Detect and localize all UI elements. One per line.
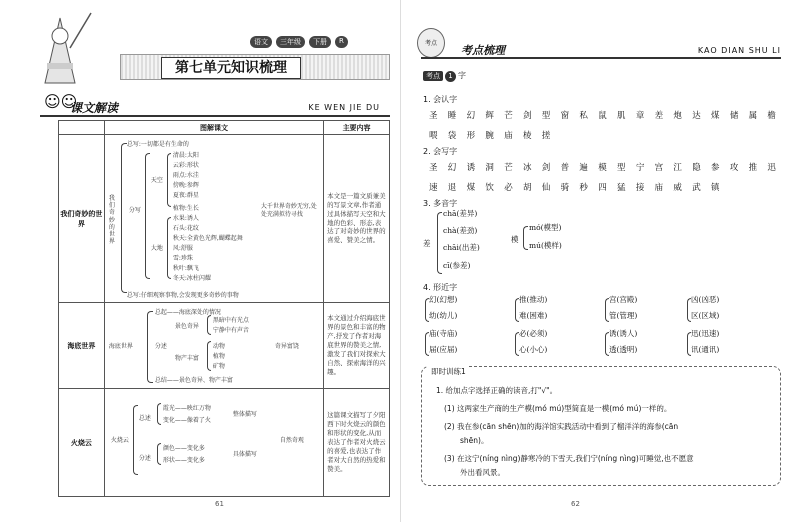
mindmap-node: 景色奇异 bbox=[174, 323, 199, 330]
mindmap-node: 水果:诱人 bbox=[172, 215, 199, 222]
mindmap-node: 植物:生长 bbox=[172, 205, 199, 212]
subsection-title: 2. 会写字 bbox=[423, 147, 458, 156]
badge-grade: 三年级 bbox=[276, 36, 305, 48]
table-header-content: 主要内容 bbox=[324, 121, 390, 135]
table-header-topic bbox=[59, 121, 105, 135]
mindmap-node: 分述 bbox=[154, 343, 167, 350]
row-content: 本文是一篇文质兼美的写景文章,作者通过具体描写天空和大地的色彩、形态,表达了对奇妙的世界的喜爱、赞美之情。 bbox=[324, 135, 390, 303]
polyphone-reading: chā(差异) bbox=[443, 209, 478, 218]
badge-volume: 下册 bbox=[309, 36, 331, 48]
table-row bbox=[59, 303, 390, 389]
polyphone-char: 模 bbox=[511, 235, 519, 244]
mindmap-node: 分述 bbox=[138, 455, 151, 462]
tag-label: 考点 bbox=[423, 71, 443, 81]
kids-icon: ☺☺ bbox=[44, 92, 78, 111]
similar-pair: 诱(诱人) 透(透明) bbox=[609, 328, 637, 360]
char-list bbox=[429, 106, 789, 146]
polyphone-reading: mó(模型) bbox=[529, 223, 562, 232]
topic-tag bbox=[423, 70, 466, 82]
lesson-table bbox=[58, 120, 390, 497]
mindmap-node: 秋叶:飘飞 bbox=[172, 265, 199, 272]
char-line: 圣 幻 诱 洞 芒 冰 剑 普 遍 模 型 宁 宫 江 隐 参 攻 推 迅 bbox=[429, 163, 780, 173]
mindmap-node: 总写:仔细观察事物,会发现更多奇妙的事物 bbox=[126, 292, 239, 299]
mindmap-node: 大地 bbox=[150, 245, 163, 252]
grade-badges bbox=[250, 36, 348, 48]
similar-pair: 推(推动) 难(困难) bbox=[519, 294, 547, 326]
exercise-line: shēn)。 bbox=[460, 436, 489, 445]
exercise-line: (3) 在这宁(níng nìng)静寒冷的下雪天,我们宁(níng nìng)可睡觉,也不愿意 bbox=[444, 454, 694, 463]
mindmap-node: 宁静中有声音 bbox=[212, 327, 249, 334]
mindmap-node: 秋天:全黄色光辉,蝴蝶起舞 bbox=[172, 235, 243, 242]
row-topic: 火烧云 bbox=[59, 389, 105, 497]
mindmap-root: 火烧云 bbox=[110, 437, 129, 444]
char-line: 喂 袋 形 腕 庙 棱 搓 bbox=[429, 131, 555, 141]
mindmap-node: 总起——海底深处的情况 bbox=[154, 309, 221, 316]
polyphone-reading: chāi(出差) bbox=[443, 243, 480, 252]
section-header bbox=[421, 45, 781, 59]
char-line: 圣 睡 幻 辉 芒 剑 型 窗 私 鼠 肌 章 差 炮 达 煤 储 属 檐 bbox=[429, 111, 780, 121]
mindmap-node: 霞光——映红万物 bbox=[162, 405, 211, 412]
mindmap-node: 傍晚:参辉 bbox=[172, 182, 199, 189]
subsection-title: 1. 会认字 bbox=[423, 95, 458, 104]
polyphone-reading: cī(参差) bbox=[443, 261, 471, 270]
mindmap-node: 夏夜:群星 bbox=[172, 192, 199, 199]
mindmap-node: 植物 bbox=[212, 353, 225, 360]
exercise-box bbox=[421, 366, 781, 486]
polyphone-reading: mú(模样) bbox=[529, 241, 562, 250]
mindmap-node: 物产丰富 bbox=[174, 355, 199, 362]
mindmap-node: 清晨:太阳 bbox=[172, 152, 199, 159]
badge-edition: R bbox=[335, 36, 348, 48]
table-row bbox=[59, 135, 390, 303]
char-line: 速 退 煤 饮 必 胡 仙 骑 秒 四 猛 接 庙 威 武 镇 bbox=[429, 183, 724, 193]
row-topic: 我们奇妙的世界 bbox=[59, 135, 105, 303]
subsection-title: 4. 形近字 bbox=[423, 283, 458, 292]
table-row bbox=[59, 389, 390, 497]
unit-title: 第七单元知识梳理 bbox=[161, 57, 301, 79]
mindmap-node: 具体描写 bbox=[232, 451, 257, 458]
table-header-diagram: 图解课文 bbox=[104, 121, 323, 135]
char-list bbox=[429, 158, 789, 198]
mindmap-node: 形状——变化多 bbox=[162, 457, 205, 464]
mindmap-node: 分写 bbox=[128, 207, 141, 214]
mindmap-node: 天空 bbox=[150, 177, 163, 184]
exercise-line: 1. 给加点字选择正确的读音,打"√"。 bbox=[436, 386, 558, 395]
polyphone-char: 差 bbox=[423, 239, 431, 248]
mindmap-side-note: 奇异富饶 bbox=[274, 343, 299, 350]
mindmap-node: 云彩:形状 bbox=[172, 162, 199, 169]
similar-pair: 凶(凶恶) 区(区域) bbox=[691, 294, 719, 326]
right-page bbox=[400, 0, 800, 522]
mindmap-node: 石头:花纹 bbox=[172, 225, 199, 232]
section-title: 考点梳理 bbox=[461, 44, 505, 57]
row-content: 本文通过介绍海底世界的景色和丰富的物产,抒发了作者对海底世界的赞美之情,激发了我们对探索大自然、探索海洋的兴趣。 bbox=[324, 303, 390, 389]
mindmap-node: 雪:珍珠 bbox=[172, 255, 193, 262]
exercise-line: (1) 这两家生产商的生产模(mó mú)型简直是一模(mó mú)一样的。 bbox=[444, 404, 672, 413]
mindmap bbox=[104, 135, 323, 303]
similar-pair: 庙(寺庙) 届(应届) bbox=[429, 328, 457, 360]
kaodian-icon: 考点 bbox=[417, 28, 445, 58]
similar-pair: 幻(幻想) 幼(幼儿) bbox=[429, 294, 457, 326]
mindmap-node: 黑暗中有光点 bbox=[212, 317, 249, 324]
mindmap-node: 总结——景色奇异、物产丰富 bbox=[154, 377, 233, 384]
tag-text: 字 bbox=[458, 71, 466, 80]
mascot-illustration bbox=[25, 8, 95, 88]
similar-pair: 必(必须) 心(小心) bbox=[519, 328, 547, 360]
tag-number: 1 bbox=[445, 71, 456, 82]
mindmap-side-note: 自然奇观 bbox=[279, 437, 304, 444]
exercise-title: 即时训练1 bbox=[428, 366, 469, 377]
mindmap-node: 动物 bbox=[212, 343, 225, 350]
mindmap-root: 海底世界 bbox=[108, 343, 133, 350]
mindmap-node: 冬天:冰柱闪耀 bbox=[172, 275, 211, 282]
mindmap bbox=[104, 303, 323, 389]
row-content: 这篇课文描写了夕阳西下时火烧云的颜色和形状的变化,从而表达了作者对火烧云的喜爱,也表达了作者对大自然的热爱和赞美。 bbox=[324, 389, 390, 497]
exercise-line: 外出看风景。 bbox=[460, 468, 505, 477]
subsection-title: 3. 多音字 bbox=[423, 199, 458, 208]
page-number: 61 bbox=[215, 500, 224, 508]
mindmap-node: 矿物 bbox=[212, 363, 225, 370]
mindmap-node: 总述 bbox=[138, 415, 151, 422]
section-title: 课文解读 bbox=[70, 101, 119, 115]
mindmap-node: 变化——像着了火 bbox=[162, 417, 211, 424]
section-title-en: KAO DIAN SHU LI bbox=[697, 46, 781, 55]
mindmap-side-note: 大千世界奇妙无穷,处处充满拟待寻找 bbox=[260, 203, 317, 218]
similar-pair: 迅(迅速) 讯(通讯) bbox=[691, 328, 719, 360]
exercise-line: (2) 我在参(cān shēn)加的海洋馆实践活动中看到了榴洋洋的海参(cān bbox=[444, 422, 679, 431]
section-header bbox=[40, 103, 390, 117]
unit-banner bbox=[120, 54, 390, 80]
section-title-en: KE WEN JIE DU bbox=[308, 103, 380, 112]
mindmap-node: 雨点:水洼 bbox=[172, 172, 199, 179]
similar-pair: 宫(宫殿) 管(管理) bbox=[609, 294, 637, 326]
mindmap-node: 风:舒服 bbox=[172, 245, 193, 252]
mindmap-node: 总写:一切都是有生命的 bbox=[126, 141, 189, 148]
row-topic: 海底世界 bbox=[59, 303, 105, 389]
mindmap-node: 整体描写 bbox=[232, 411, 257, 418]
mindmap-node: 颜色——变化多 bbox=[162, 445, 205, 452]
badge-subject: 语文 bbox=[250, 36, 272, 48]
polyphone-reading: chà(差劲) bbox=[443, 226, 478, 235]
page-number: 62 bbox=[571, 500, 580, 508]
mindmap bbox=[104, 389, 323, 497]
mindmap-root: 我们奇妙的世界 bbox=[108, 195, 115, 246]
